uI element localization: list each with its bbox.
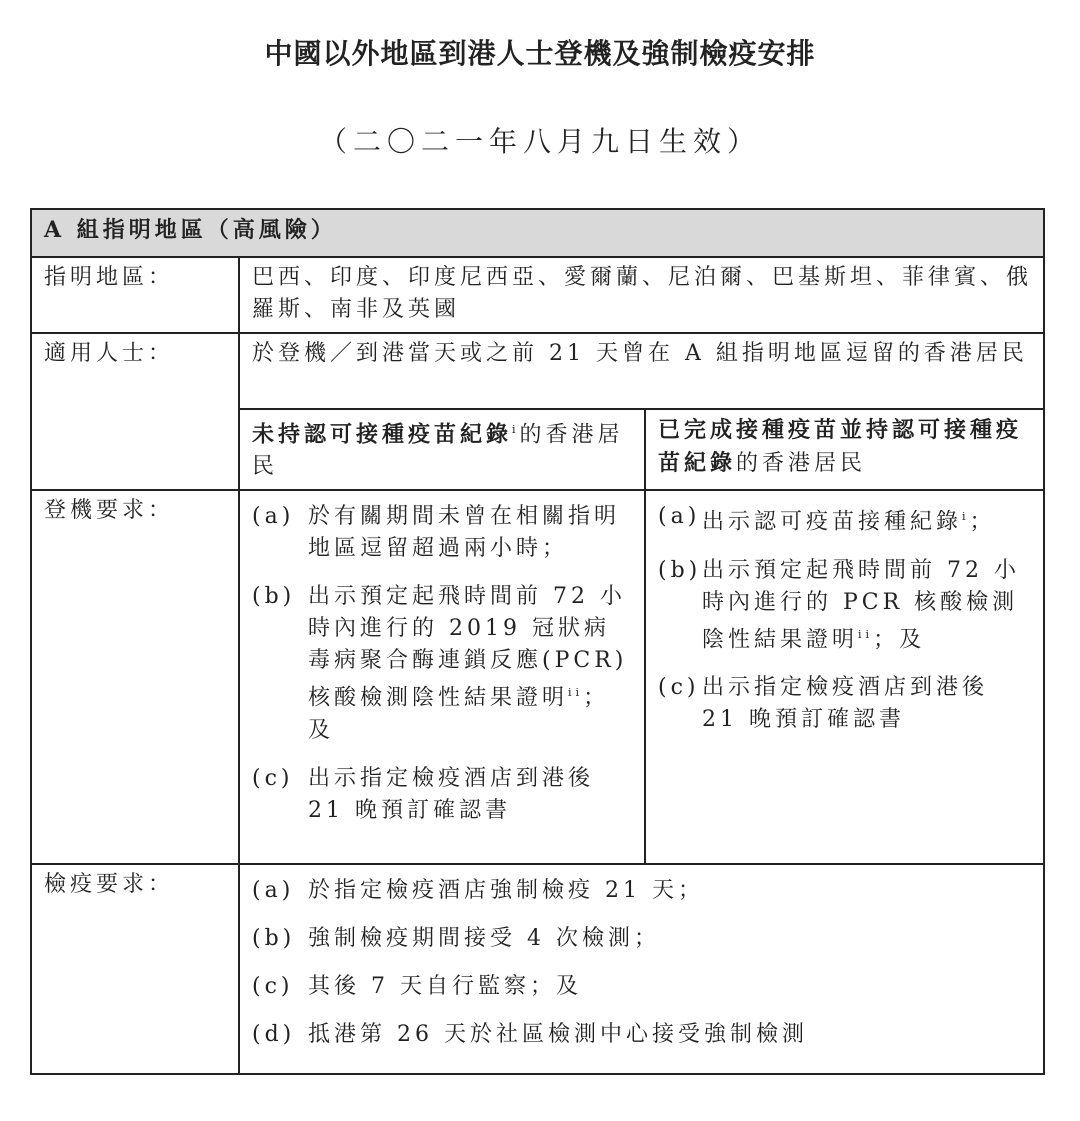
item-text: 其後 7 天自行監察；及 xyxy=(308,974,582,1000)
requirement-item xyxy=(658,555,1033,656)
item-text: 出示預定起飛時間前 72 小時內進行的 PCR 核酸檢測陰性結果證明$^{ii}$；及 xyxy=(702,557,1020,652)
document-title: 中國以外地區到港人士登機及強制檢疫安排 xyxy=(264,37,816,70)
applicable-value: 於登機／到港當天或之前 21 天曾在 A 組指明地區逗留的香港居民 xyxy=(239,333,1044,409)
regions-label: 指明地區： xyxy=(31,257,239,333)
group-header: A 組指明地區（高風險） xyxy=(31,209,1044,257)
arrangements-table xyxy=(30,208,1045,1075)
requirement-item xyxy=(658,672,1033,736)
col2-requirements xyxy=(645,490,1044,864)
item-key: (b) xyxy=(252,584,296,610)
item-text: 抵港第 26 天於社區檢測中心接受強制檢測 xyxy=(308,1022,808,1048)
item-key: (a) xyxy=(252,878,295,904)
item-text: 於有關期間未曾在相關指明地區逗留超過兩小時； xyxy=(308,504,621,562)
requirement-item xyxy=(252,875,1033,907)
col1-requirements xyxy=(239,490,645,864)
item-text: 出示指定檢疫酒店到港後 21 晚預訂確認書 xyxy=(308,765,595,823)
item-text: 出示指定檢疫酒店到港後 21 晚預訂確認書 xyxy=(702,674,989,732)
boarding-label: 登機要求： xyxy=(31,490,239,864)
requirement-item xyxy=(252,763,634,827)
quarantine-label: 檢疫要求： xyxy=(31,864,239,1074)
requirement-item xyxy=(658,501,1033,538)
item-key: (b) xyxy=(252,926,296,952)
item-key: (c) xyxy=(252,765,294,791)
item-text: 強制檢疫期間接受 4 次檢測； xyxy=(308,926,660,952)
col1-header: 未持認可接種疫苗紀錄$^i$的香港居民 xyxy=(239,409,645,490)
applicable-label: 適用人士： xyxy=(31,333,239,490)
requirement-item xyxy=(252,923,1033,955)
quarantine-requirements xyxy=(239,864,1044,1074)
item-text: 出示預定起飛時間前 72 小時內進行的 2019 冠狀病毒病聚合酶連鎖反應(PCR)核酸檢測陰性結果證明$^{ii}$；及 xyxy=(308,584,628,743)
item-key: (a) xyxy=(658,504,701,530)
item-key: (c) xyxy=(252,974,294,1000)
col2-header: 已完成接種疫苗並持認可接種疫苗紀錄的香港居民 xyxy=(645,409,1044,490)
effective-date: （二〇二一年八月九日生效） xyxy=(318,125,761,158)
item-text: 出示認可疫苗接種紀錄$^i$； xyxy=(702,509,996,535)
regions-value: 巴西、印度、印度尼西亞、愛爾蘭、尼泊爾、巴基斯坦、菲律賓、俄羅斯、南非及英國 xyxy=(239,257,1044,333)
item-text: 於指定檢疫酒店強制檢疫 21 天； xyxy=(308,878,704,904)
requirement-item xyxy=(252,501,634,565)
requirement-item xyxy=(252,581,634,746)
item-key: (a) xyxy=(252,504,295,530)
item-key: (c) xyxy=(658,674,700,700)
item-key: (b) xyxy=(658,557,702,583)
requirement-item xyxy=(252,1019,1033,1051)
item-key: (d) xyxy=(252,1022,296,1048)
requirement-item xyxy=(252,971,1033,1003)
